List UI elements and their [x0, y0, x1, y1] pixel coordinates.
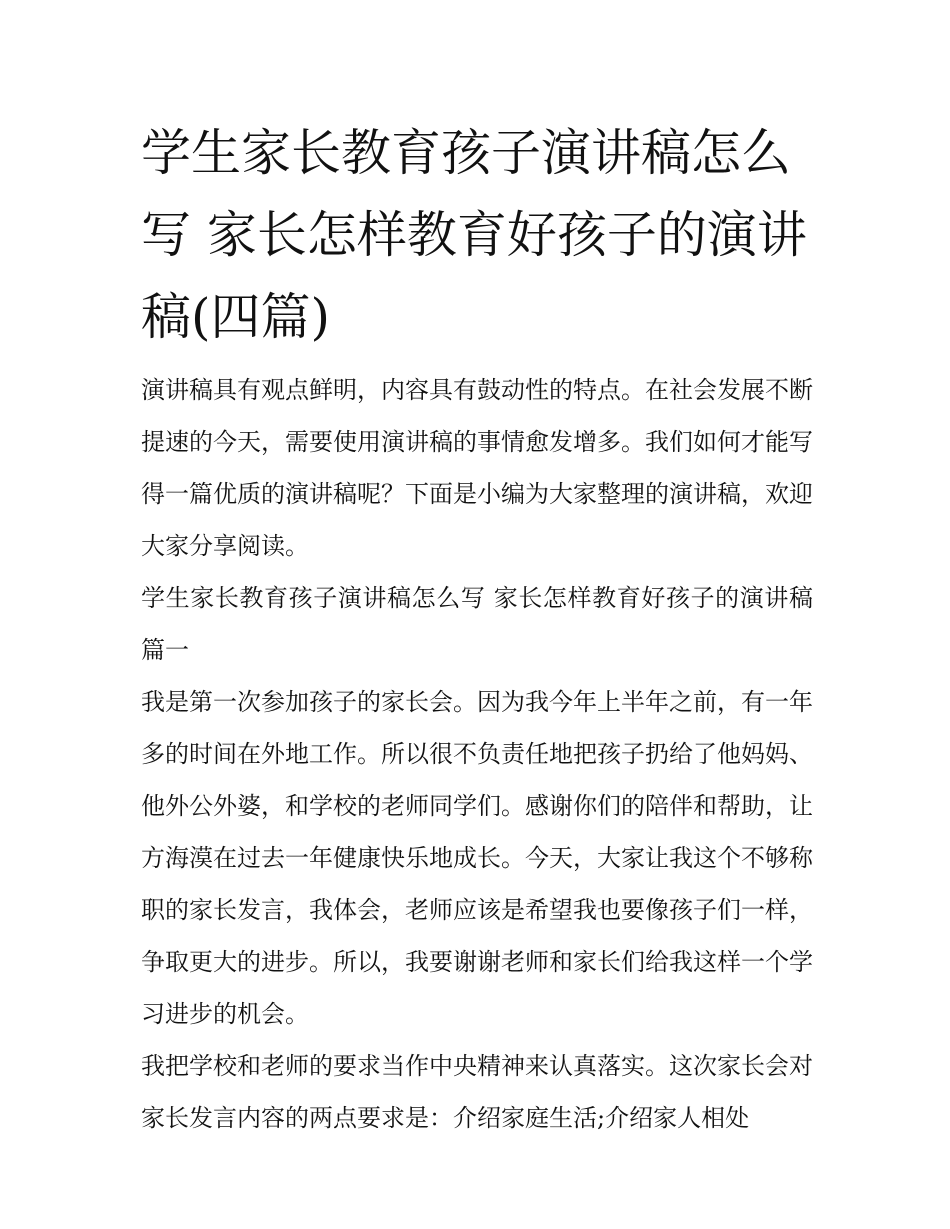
document-title: 学生家长教育孩子演讲稿怎么写 家长怎样教育好孩子的演讲稿(四篇): [141, 124, 807, 346]
section-heading: 学生家长教育孩子演讲稿怎么写 家长怎样教育好孩子的演讲稿篇一: [141, 584, 813, 664]
intro-paragraph: 演讲稿具有观点鲜明，内容具有鼓动性的特点。在社会发展不断提速的今天，需要使用演讲稿的事情愈发增多。我们如何才能写得一篇优质的演讲稿呢？下面是小编为大家整理的演讲稿，欢迎大家分享阅读。: [141, 376, 813, 560]
body-paragraph: 我把学校和老师的要求当作中央精神来认真落实。这次家长会对家长发言内容的两点要求是：介绍家庭生活;介绍家人相处: [141, 1052, 813, 1132]
body-paragraph: 我是第一次参加孩子的家长会。因为我今年上半年之前，有一年多的时间在外地工作。所以很不负责任地把孩子扔给了他妈妈、他外公外婆，和学校的老师同学们。感谢你们的陪伴和帮助，让方海漠在过去一年健康快乐地成长。今天，大家让我这个不够称职的家长发言，我体会，老师应该是希望我也要像孩子们一样，争取更大的进步。所以，我要谢谢老师和家长们给我这样一个学习进步的机会。: [141, 688, 813, 1028]
document-body: [141, 112, 813, 1144]
